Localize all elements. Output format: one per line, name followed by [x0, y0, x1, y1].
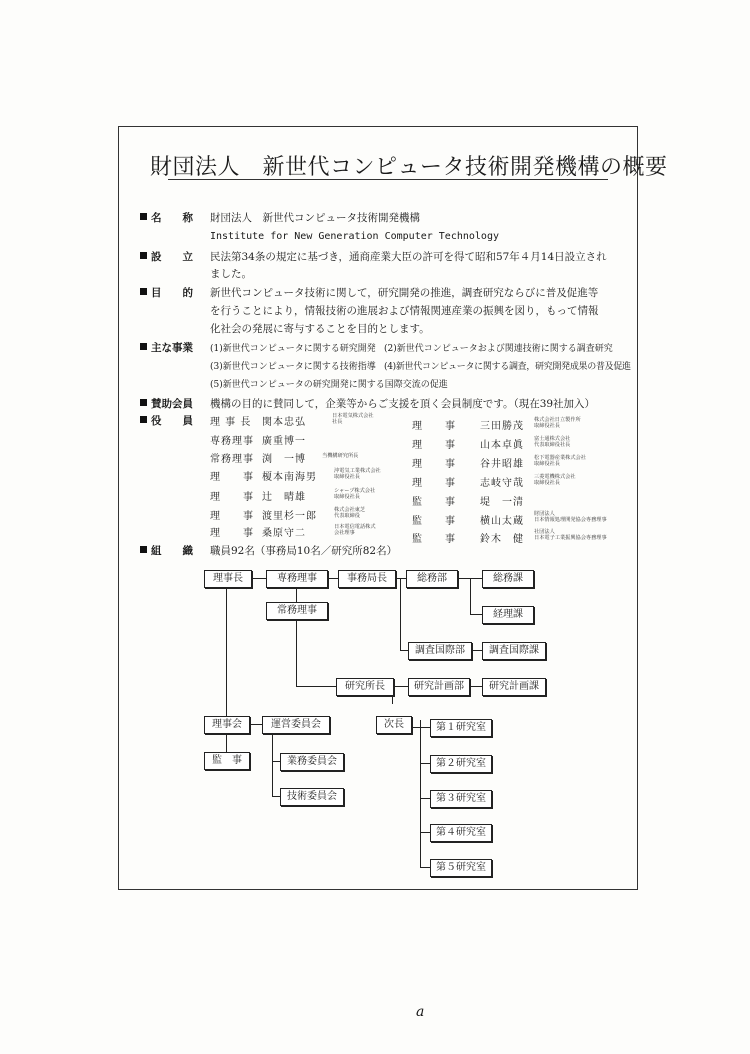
title-underline — [168, 179, 608, 180]
document-title: 財団法人 新世代コンピュータ技術開発機構の概要 — [150, 155, 668, 180]
officer-name: 堤 一清 — [480, 497, 524, 508]
officer-affiliation: 日本電信電話株式 会社理事 — [334, 524, 376, 536]
purpose-line1: 新世代コンピュータ技術に関して，研究開発の推進，調査研究ならびに普及促進等 — [210, 287, 599, 299]
org-box-keirika: 経理課 — [482, 606, 534, 624]
officer-name: 志岐守哉 — [480, 478, 524, 489]
connector — [272, 796, 280, 797]
officer-name: 関本忠弘 — [262, 417, 306, 428]
officer-name: 渡里杉一郎 — [262, 511, 317, 522]
connector — [400, 650, 408, 651]
officer-role: 監 事 — [412, 534, 456, 545]
establish-line2: ました。 — [210, 268, 252, 280]
section-name-head: 名 称 — [140, 210, 193, 225]
connector — [400, 578, 401, 650]
org-box-jicho: 次長 — [376, 716, 412, 734]
officer-role: 専務理事 — [210, 436, 254, 447]
project-item: (4)新世代コンピュータに関する調査，研究開発成果の普及促進 — [384, 362, 631, 372]
officer-affiliation: 松下電器産業株式会社 取締役社長 — [534, 455, 586, 467]
org-box-lab-4: 第４研究室 — [430, 824, 492, 842]
connector — [468, 686, 482, 687]
org-box-rijicho: 理事長 — [204, 570, 252, 588]
officer-affiliation: 富士通株式会社 代表取締役社長 — [534, 436, 571, 448]
section-org-head: 組 織 — [140, 543, 193, 558]
org-box-lab-2: 第２研究室 — [430, 755, 492, 773]
connector — [420, 798, 430, 799]
org-box-senmu: 専務理事 — [266, 570, 328, 588]
section-officers-head: 役 員 — [140, 413, 193, 428]
officer-affiliation: 株式会社東芝 代表取締役 — [334, 507, 366, 519]
connector — [392, 686, 408, 687]
officer-name: 辻 晴雄 — [262, 492, 306, 503]
section-projects-head: 主な事業 — [140, 340, 193, 355]
connector — [470, 578, 471, 614]
page-number: a — [416, 1004, 425, 1020]
org-box-lab-3: 第３研究室 — [430, 790, 492, 808]
connector — [296, 686, 336, 687]
bullet-square-icon — [140, 546, 147, 553]
project-item: (2)新世代コンピュータおよび関連技術に関する調査研究 — [384, 344, 613, 354]
connector — [420, 763, 430, 764]
officer-affiliation: 日本電気株式会社 社長 — [332, 413, 374, 425]
section-members-head: 賛助会員 — [140, 396, 193, 411]
org-staff: 職員92名（事務局10名／研究所82名） — [210, 545, 398, 557]
org-box-kikakuka: 研究計画課 — [482, 678, 546, 696]
officer-name: 桑原守二 — [262, 528, 306, 539]
officer-affiliation: 三菱電機株式会社 取締役社長 — [534, 474, 576, 486]
officer-affiliation: シャープ株式会社 取締役社長 — [334, 488, 376, 500]
org-box-rijikai: 理事会 — [204, 716, 250, 734]
bullet-square-icon — [140, 252, 147, 259]
officer-role: 理 事 — [210, 511, 254, 522]
officer-affiliation: 社団法人 日本電子工業振興協会専務理事 — [534, 529, 607, 541]
org-box-kikakubu: 研究計画部 — [408, 678, 470, 696]
org-box-gyomuiinkai: 業務委員会 — [280, 753, 344, 771]
officer-role: 監 事 — [412, 516, 456, 527]
connector — [272, 761, 280, 762]
officer-affiliation: 株式会社日立製作所 取締役社長 — [534, 417, 581, 429]
officer-role: 理 事 — [412, 421, 456, 432]
org-box-jimukyokucho: 事務局長 — [338, 570, 396, 588]
connector — [296, 618, 297, 686]
officer-role: 理 事 — [412, 478, 456, 489]
establish-line1: 民法第34条の規定に基づき，通商産業大臣の許可を得て昭和57年４月14日設立され — [210, 251, 607, 263]
bullet-square-icon — [140, 343, 147, 350]
project-item: (1)新世代コンピュータに関する研究開発 — [210, 344, 376, 354]
org-box-jomu: 常務理事 — [266, 602, 328, 620]
purpose-line3: 化社会の発展に寄与することを目的とします。 — [210, 323, 430, 335]
section-establish-head: 設 立 — [140, 249, 193, 264]
org-box-chosa-ka: 調査国際課 — [482, 642, 546, 660]
connector — [420, 867, 430, 868]
connector — [272, 732, 273, 796]
connector — [248, 724, 262, 725]
bullet-square-icon — [140, 288, 147, 295]
section-purpose-head: 目 的 — [140, 285, 193, 300]
officer-role: 監 事 — [412, 497, 456, 508]
officer-name: 鈴木 健 — [480, 534, 524, 545]
connector — [456, 578, 470, 579]
members-text: 機構の目的に賛同して，企業等からご支援を頂く会員制度です。（現在39社加入） — [210, 398, 596, 410]
officer-name: 三田勝茂 — [480, 421, 524, 432]
officer-role: 常務理事 — [210, 454, 254, 465]
officer-affiliation: 当機構研究所長 — [322, 453, 359, 459]
bullet-square-icon — [140, 399, 147, 406]
officer-affiliation: 沖電気工業株式会社 取締役社長 — [334, 468, 381, 480]
officer-name: 廣重博一 — [262, 436, 306, 447]
bullet-square-icon — [140, 416, 147, 423]
org-box-somuka: 総務課 — [482, 570, 534, 588]
officer-role: 理 事 — [210, 472, 254, 483]
purpose-line2: を行うことにより，情報技術の進展および情報関連産業の振興を図り，もって情報 — [210, 305, 599, 317]
connector — [470, 578, 482, 579]
officer-name: 榎本南海男 — [262, 472, 317, 483]
connector — [420, 720, 421, 868]
connector — [226, 732, 227, 752]
officer-name: 山本卓眞 — [480, 440, 524, 451]
officer-name: 渕 一博 — [262, 454, 306, 465]
officer-affiliation: 財団法人 日本情報処理開発協会専務理事 — [534, 511, 607, 523]
org-box-gijutsuiinkai: 技術委員会 — [280, 788, 344, 806]
connector — [250, 578, 266, 579]
officer-role: 理 事 — [412, 440, 456, 451]
officer-name: 谷井昭雄 — [480, 459, 524, 470]
org-box-chosa-bu: 調査国際部 — [408, 642, 472, 660]
officer-role: 理 事 長 — [210, 417, 252, 428]
connector — [470, 614, 482, 615]
org-box-lab-1: 第１研究室 — [430, 719, 492, 737]
org-box-somubu: 総務部 — [406, 570, 458, 588]
connector — [420, 832, 430, 833]
officer-role: 理 事 — [210, 492, 254, 503]
bullet-square-icon — [140, 213, 147, 220]
officer-name: 横山太蔵 — [480, 516, 524, 527]
project-item: (3)新世代コンピュータに関する技術指導 — [210, 362, 376, 372]
officer-role: 理 事 — [210, 528, 254, 539]
org-box-lab-5: 第５研究室 — [430, 859, 492, 877]
project-item: (5)新世代コンピュータの研究開発に関する国際交流の促進 — [210, 380, 448, 390]
connector — [226, 586, 227, 716]
org-box-kenkyushocho: 研究所長 — [336, 678, 394, 696]
name-en: Institute for New Generation Computer Technology — [210, 231, 499, 242]
officer-role: 理 事 — [412, 459, 456, 470]
org-box-uneiiinkai: 運営委員会 — [262, 716, 330, 734]
name-jp: 財団法人 新世代コンピュータ技術開発機構 — [210, 212, 420, 224]
org-box-kanji: 監 事 — [204, 752, 250, 770]
